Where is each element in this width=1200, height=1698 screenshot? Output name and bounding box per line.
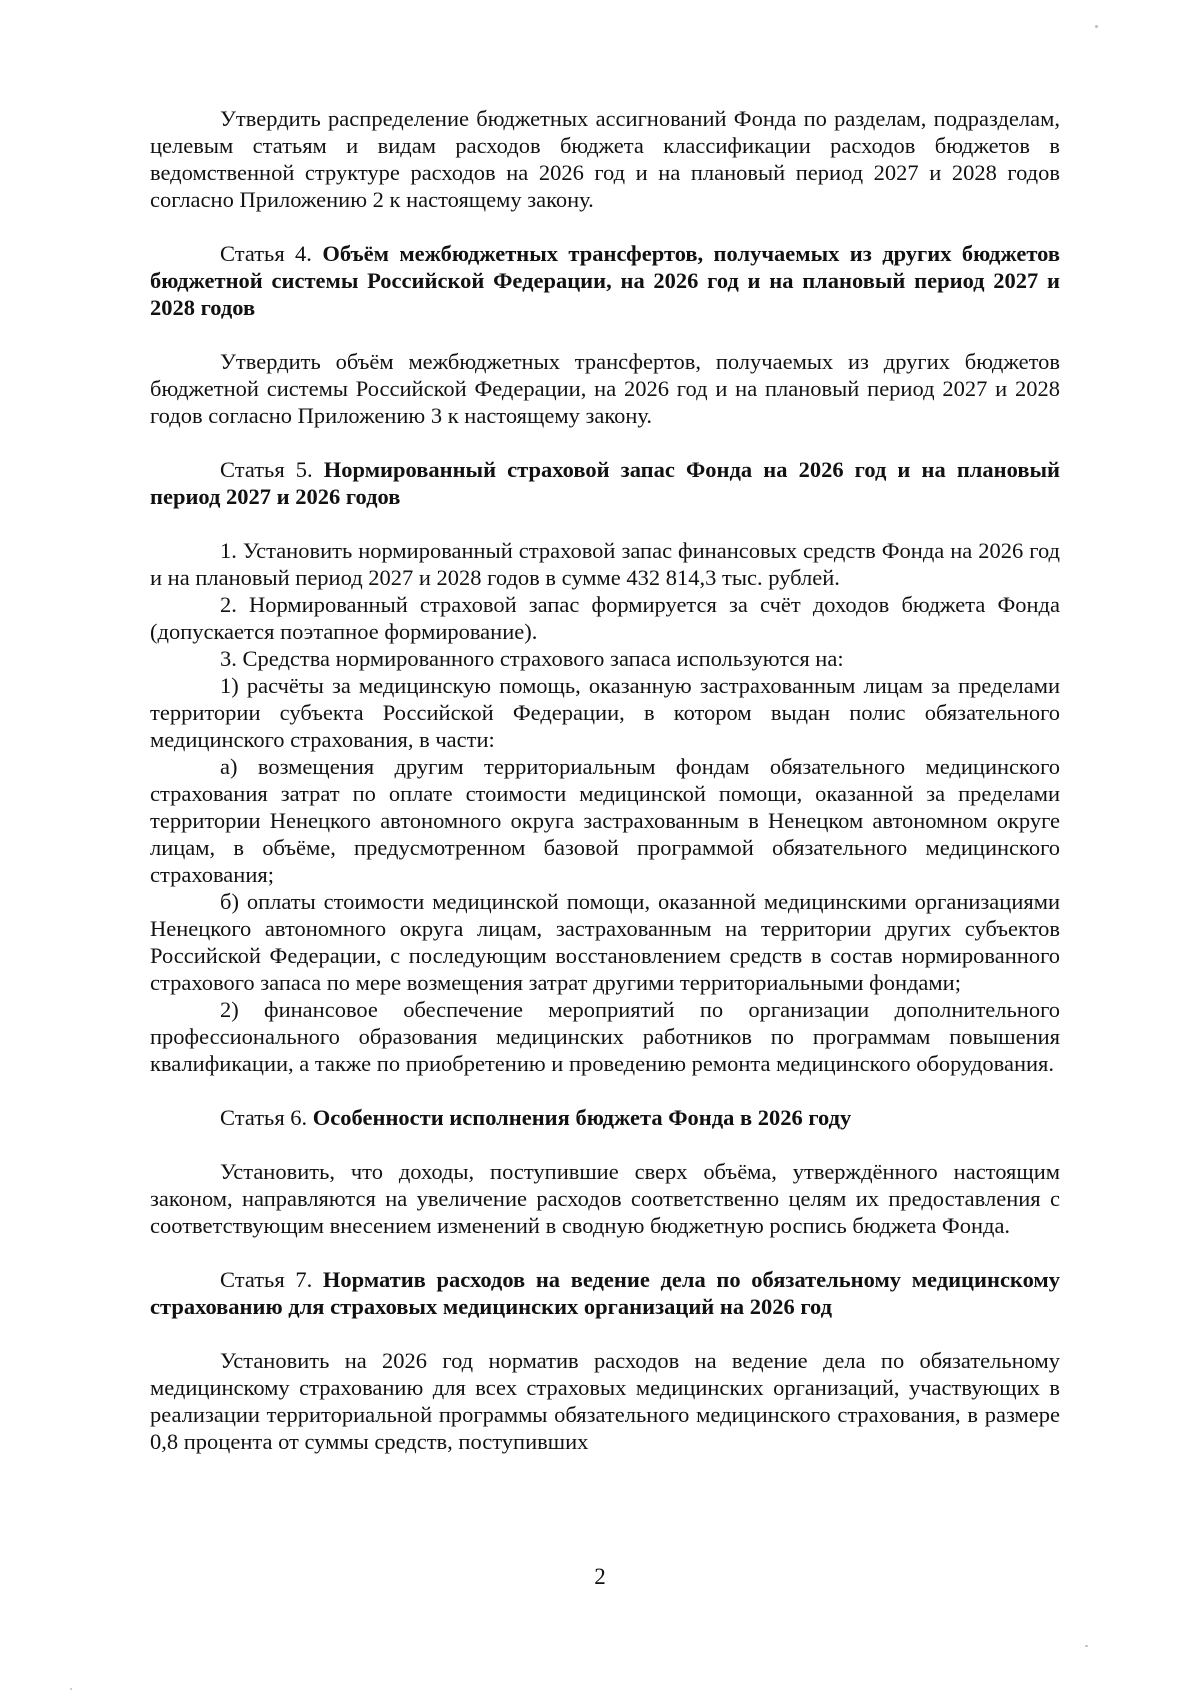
page-number: 2 (594, 1564, 606, 1589)
article-5-heading (150, 456, 1060, 510)
article-5-item: 1) расчёты за медицинскую помощь, оказанную застрахованным лицам за пределами территории субъекта Российской Федерации, в котором выдан полис обязательного медицинского страхования, в части: (150, 673, 1060, 752)
article-5-label: Статья 5. (220, 457, 313, 482)
article-6-title: Особенности исполнения бюджета Фонда в 2026 году (312, 1105, 852, 1130)
article-5-item: а) возмещения другим территориальным фондам обязательного медицинского страхования затрат по оплате стоимости медицинской помощи, оказанной за пределами территории Ненецкого автономного округа застрахованным в Ненецком автономном округе лицам, в объёме, предусмотренном базовой программой обязательного медицинского страхования; (150, 754, 1060, 887)
article-5-item: 1. Установить нормированный страховой запас финансовых средств Фонда на 2026 год и на плановый период 2027 и 2028 годов в сумме 432 814,3 тыс. рублей. (150, 538, 1060, 590)
document-body (150, 105, 1060, 1455)
article-7-title: Норматив расходов на ведение дела по обязательному медицинскому страхованию для страховых медицинских организаций на 2026 год (150, 1267, 1060, 1319)
intro-paragraph: Утвердить распределение бюджетных ассигнований Фонда по разделам, подразделам, целевым статьям и видам расходов бюджета классификации расходов бюджетов в ведомственной структуре расходов на 2026 год и на плановый период 2027 и 2028 годов согласно Приложению 2 к настоящему закону. (150, 106, 1060, 212)
article-5-item: 2) финансовое обеспечение мероприятий по организации дополнительного профессионального образования медицинских работников по программам повышения квалификации, а также по приобретению и проведению ремонта медицинского оборудования. (150, 997, 1060, 1076)
article-6-body: Установить, что доходы, поступившие сверх объёма, утверждённого настоящим законом, направляются на увеличение расходов соответственно целям их предоставления с соответствующим внесением изменений в сводную бюджетную роспись бюджета Фонда. (150, 1159, 1060, 1238)
article-5-item: 3. Средства нормированного страхового запаса используются на: (220, 646, 844, 671)
article-4-title: Объём межбюджетных трансфертов, получаемых из других бюджетов бюджетной системы Российской Федерации, на 2026 год и на плановый период 2027 и 2028 годов (150, 241, 1060, 320)
article-4-body: Утвердить объём межбюджетных трансфертов, получаемых из других бюджетов бюджетной системы Российской Федерации, на 2026 год и на плановый период 2027 и 2028 годов согласно Приложению 3 к настоящему закону. (150, 349, 1060, 428)
article-6-label: Статья 6. (220, 1105, 308, 1130)
article-7-heading (150, 1266, 1060, 1320)
article-5-item: б) оплаты стоимости медицинской помощи, оказанной медицинскими организациями Ненецкого автономного округа лицам, застрахованным на территории других субъектов Российской Федерации, с последующим восстановлением средств в состав нормированного страхового запаса по мере возмещения затрат другими территориальными фондами; (150, 889, 1060, 995)
article-7-body: Установить на 2026 год норматив расходов на ведение дела по обязательному медицинскому страхованию для всех страховых медицинских организаций, участвующих в реализации территориальной программы обязательного медицинского страхования, в размере 0,8 процента от суммы средств, поступивших (150, 1348, 1060, 1454)
scan-speck (1095, 25, 1098, 28)
article-4-heading (150, 240, 1060, 321)
article-4-label: Статья 4. (220, 241, 312, 266)
scan-speck (70, 1688, 72, 1690)
article-5-title: Нормированный страховой запас Фонда на 2026 год и на плановый период 2027 и 2026 годов (150, 457, 1061, 509)
article-5-item: 2. Нормированный страховой запас формируется за счёт доходов бюджета Фонда (допускается поэтапное формирование). (150, 592, 1060, 644)
article-7-label: Статья 7. (220, 1267, 313, 1292)
article-6-heading (150, 1104, 1060, 1131)
scan-speck (1085, 1645, 1088, 1647)
